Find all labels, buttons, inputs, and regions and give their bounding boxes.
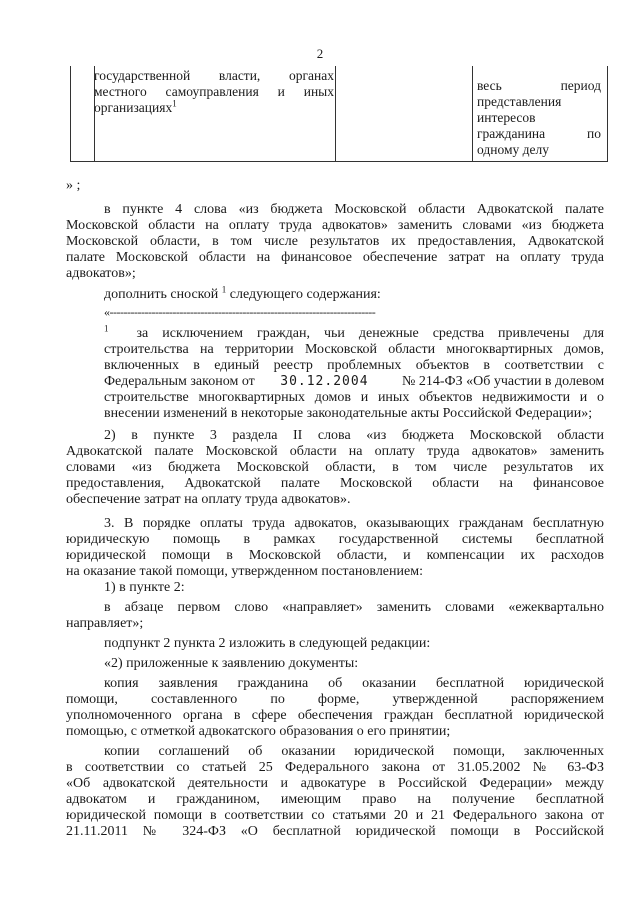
footnote-separator: «---------------------------------------------------------------------------- xyxy=(104,305,376,319)
text-line: обеспечение затрат на оплату труда адвокатов». xyxy=(66,492,351,507)
text-line: в абзаце первом слово «направляет» заменить словами «ежеквартально xyxy=(104,600,604,615)
text-line: 1) в пункте 2: xyxy=(104,580,185,595)
text-line: 2) в пункте 3 раздела II слова «из бюджета Московской области xyxy=(104,428,604,443)
table-fragment xyxy=(70,66,608,162)
table-cell-line: весь период xyxy=(477,78,601,93)
text-line: юридическую помощь в рамках государственной системы бесплатной xyxy=(66,532,604,547)
text-line: на оказание такой помощи, утвержденном постановлением: xyxy=(66,564,423,579)
text-line: » ; xyxy=(66,178,81,193)
table-cell-line: организациях$^1$ xyxy=(94,98,177,115)
text-line: уполномоченного органа в сфере обеспечения граждан бесплатной юридической xyxy=(66,708,604,723)
text-line: предоставления, Адвокатской палате Московской области на финансовое xyxy=(66,476,604,491)
footnote-mark: 1 xyxy=(104,323,109,334)
text-line: юридической помощи в Московской области, и компенсации их расходов xyxy=(66,548,604,563)
table-cell-line: одному делу xyxy=(477,142,549,157)
text-line: Московской области на оплату труда адвокатов» заменить словами «из бюджета xyxy=(66,218,604,233)
footnote-line: включенных в единый реестр проблемных объектов в соответствии с xyxy=(104,358,604,373)
table-cell-line: государственной власти, органах xyxy=(94,68,334,83)
text-line: юридической помощи в соответствии со статьями 20 и 21 Федерального закона от xyxy=(66,808,604,823)
footnote-line: строительства на территории Московской области многоквартирных домов, xyxy=(104,342,604,357)
page-number: 2 xyxy=(316,46,324,61)
text-line: 21.11.2011 № 324-ФЗ «О бесплатной юридической помощи в Российской xyxy=(66,824,604,839)
footnote-mark: 1 xyxy=(221,284,227,295)
text-line: в соответствии со статьей 25 Федерального закона от 31.05.2002 № 63-ФЗ xyxy=(66,760,604,775)
text-line: в пункте 4 слова «из бюджета Московской области Адвокатской палате xyxy=(104,202,604,217)
footnote-line: внесении изменений в некоторые законодательные акты Российской Федерации»; xyxy=(104,406,593,421)
text-line: копии соглашений об оказании юридической помощи, заключенных xyxy=(104,744,604,759)
text-line: помощи, составленного по форме, утвержденной распоряжением xyxy=(66,692,604,707)
table-cell-line: местного самоуправления и иных xyxy=(94,84,334,99)
text-line: направляет»; xyxy=(66,616,144,631)
footnote-line: строительстве многоквартирных домов и иных объектов недвижимости и о xyxy=(104,390,604,405)
text-line: дополнить сноской $^1$ следующего содержания: xyxy=(104,284,381,302)
footnote-line: Федеральным законом от 30.12.2004 № 214-ФЗ «Об участии в долевом xyxy=(104,374,605,389)
table-cell-line: представления xyxy=(477,94,562,109)
text-line: адвокатом и гражданином, имеющим право на получение бесплатной xyxy=(66,792,604,807)
footnote-mark: 1 xyxy=(172,98,177,109)
date-stamp: 30.12.2004 xyxy=(280,374,369,389)
text-line: «2) приложенные к заявлению документы: xyxy=(104,656,359,671)
table-cell-authorities xyxy=(94,68,334,116)
text-line: адвокатов»; xyxy=(66,266,136,281)
footnote-line: $^1$ за исключением граждан, чьи денежные средства привлечены для xyxy=(104,323,605,341)
text-line: Московской области, в том числе результатов их предоставления, Адвокатской xyxy=(66,234,604,249)
text-line: палате Московской области на финансовое обеспечение затрат на оплату труда xyxy=(66,250,604,265)
text-line: копия заявления гражданина об оказании бесплатной юридической xyxy=(104,676,604,691)
text-line: Адвокатской палате Московской области на оплату труда адвокатов» заменить xyxy=(66,444,604,459)
text-line: помощью, с отметкой адвокатского образования о его принятии; xyxy=(66,724,451,739)
table-cell-period xyxy=(477,78,601,158)
table-cell-line: гражданина по xyxy=(477,126,601,141)
table-cell-line: интересов xyxy=(477,110,536,125)
text-line: 3. В порядке оплаты труда адвокатов, оказывающих гражданам бесплатную xyxy=(104,516,604,531)
text-line: словами «из бюджета Московской области, в том числе результатов их xyxy=(66,460,604,475)
text-line: «Об адвокатской деятельности и адвокатуре в Российской Федерации» между xyxy=(66,776,604,791)
text-line: подпункт 2 пункта 2 изложить в следующей редакции: xyxy=(104,636,431,651)
